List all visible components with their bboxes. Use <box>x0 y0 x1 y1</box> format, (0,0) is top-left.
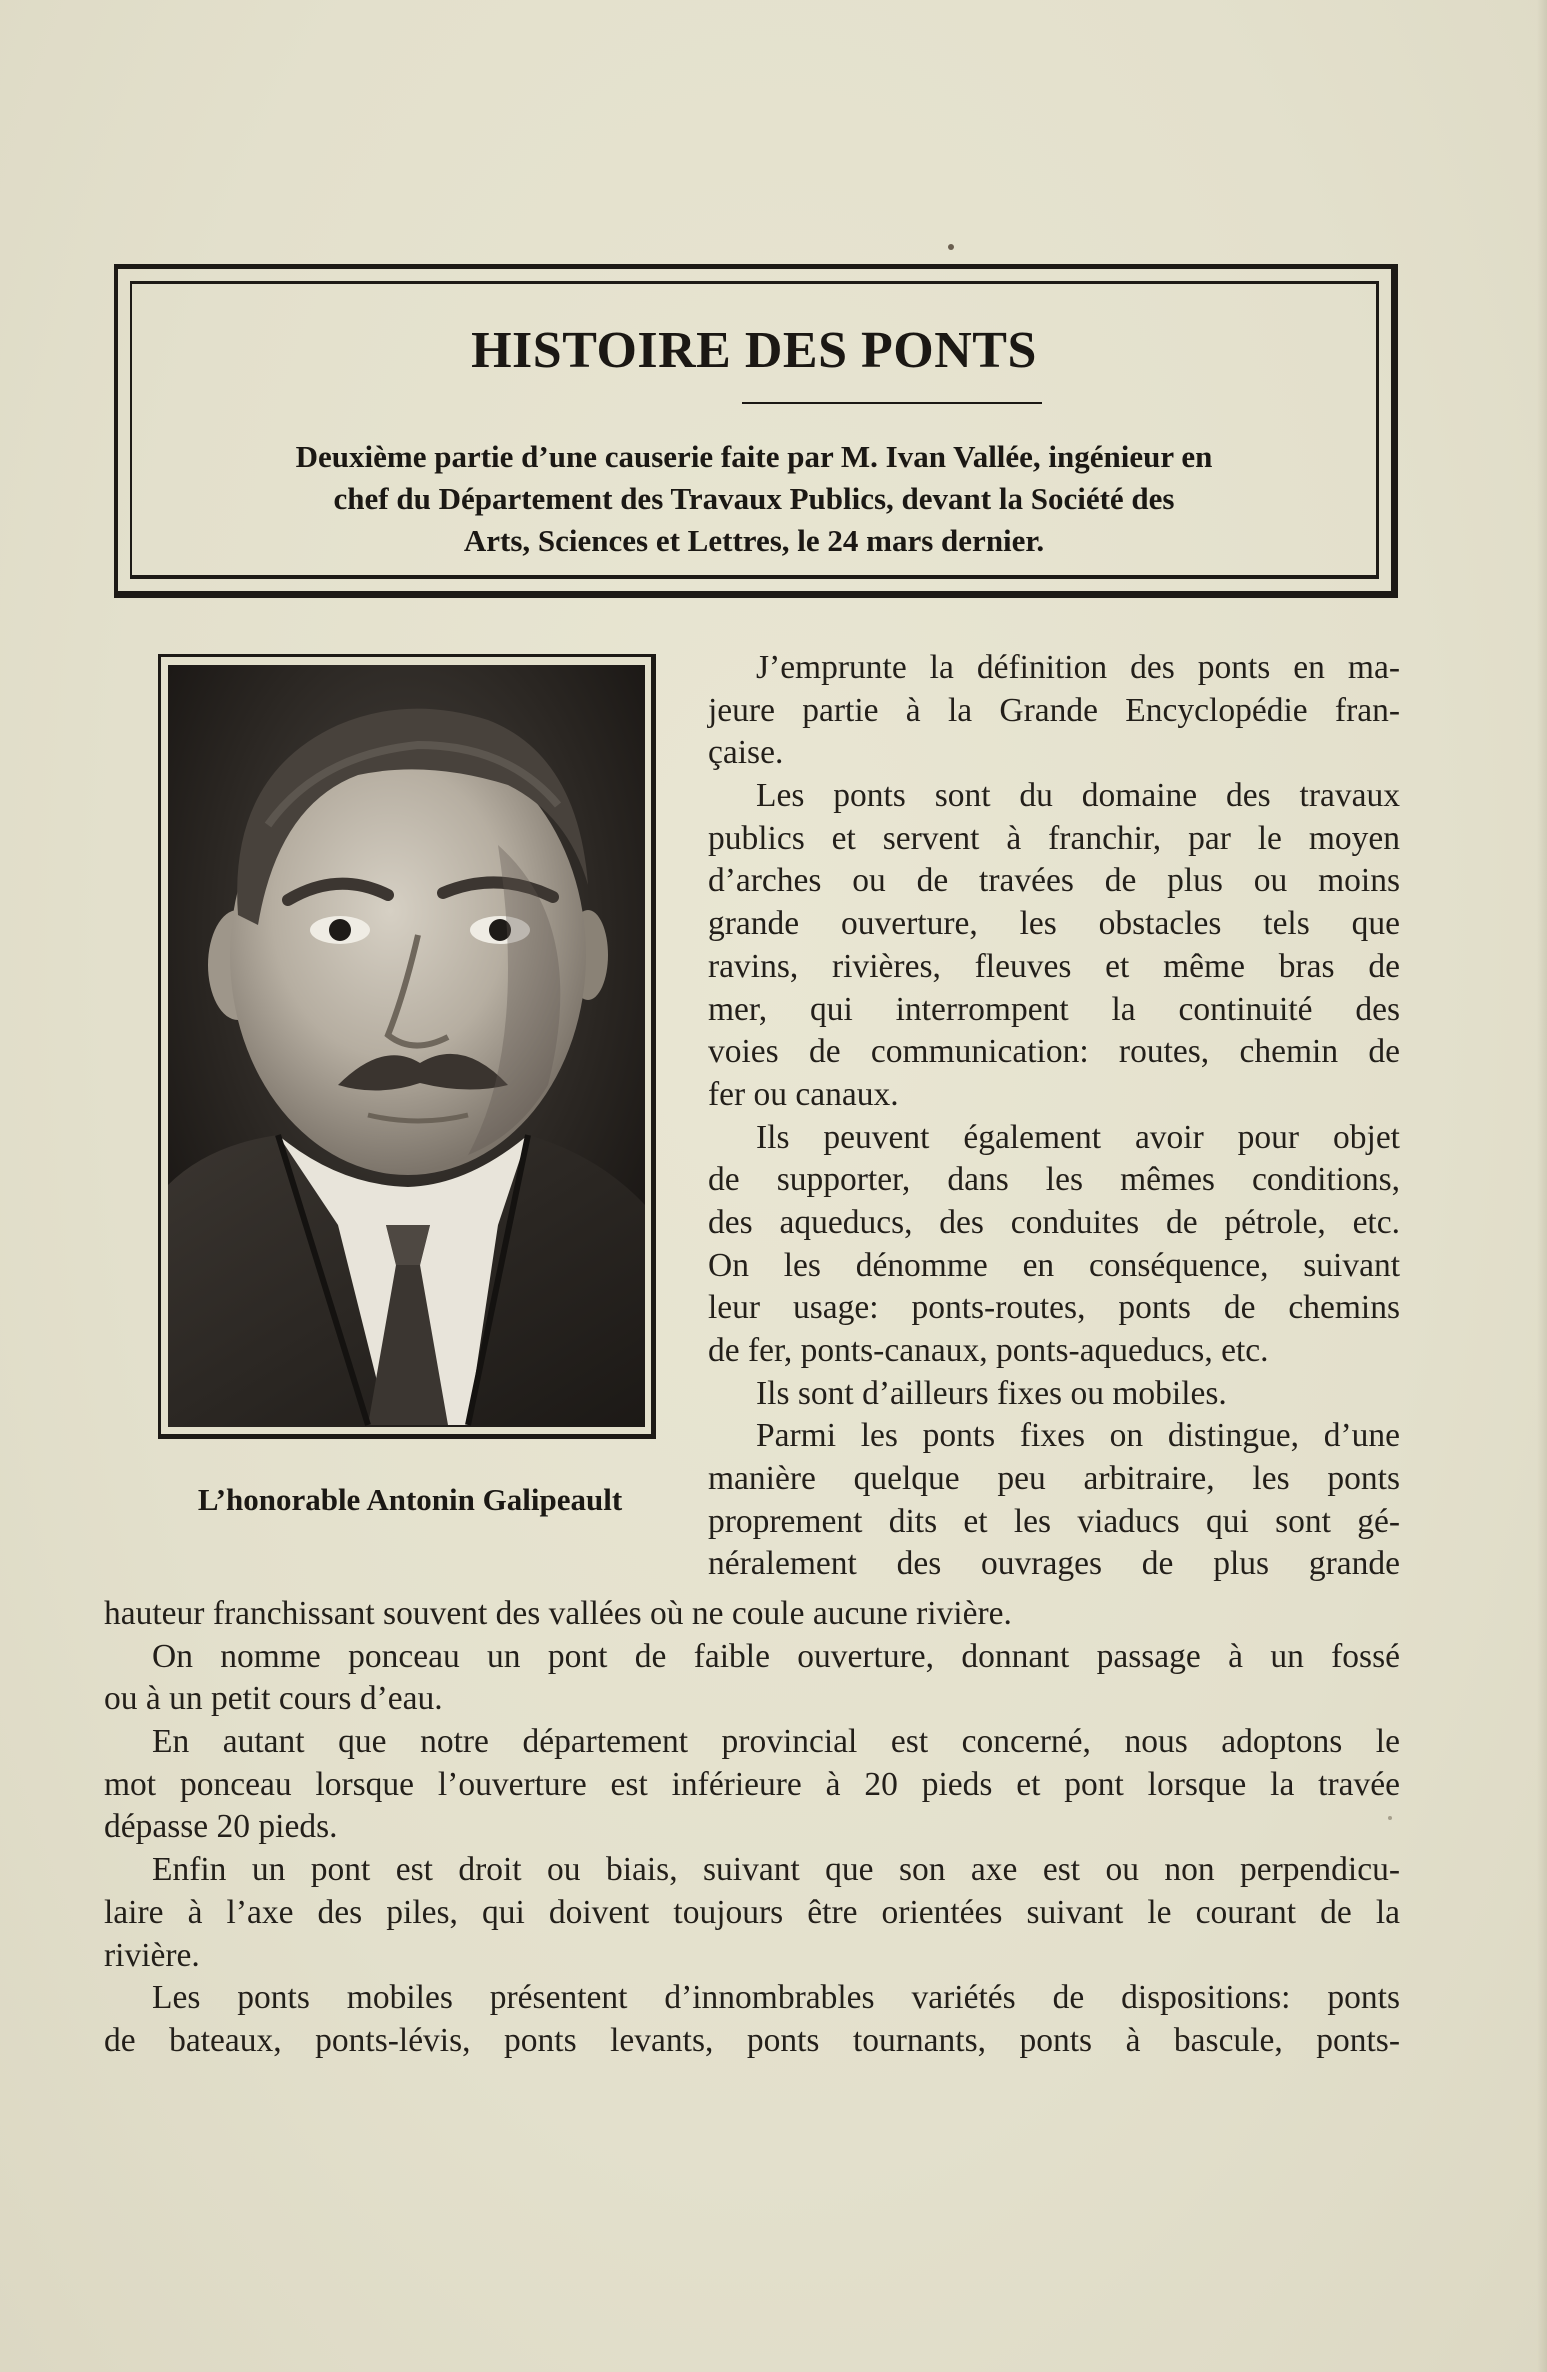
article-title: HISTOIRE DES PONTS <box>471 322 1037 379</box>
text-line: rivière. <box>104 1936 200 1974</box>
text-line: çaise. <box>708 734 784 772</box>
text-line: Les ponts sont du domaine des travaux <box>756 777 1400 815</box>
portrait-illustration <box>168 665 645 1427</box>
text-line: Parmi les ponts fixes on distingue, d’une <box>756 1417 1400 1455</box>
print-speck <box>1388 1816 1392 1820</box>
text-line: de supporter, dans les mêmes conditions, <box>708 1161 1400 1199</box>
right-column-text <box>708 647 1400 1586</box>
text-line: de bateaux, ponts-lévis, ponts levants, ponts tournants, ponts à bascule, ponts- <box>104 2021 1400 2059</box>
text-line: de fer, ponts-canaux, ponts-aqueducs, etc. <box>708 1332 1269 1369</box>
subtitle-line: chef du Département des Travaux Publics, devant la Société des <box>333 481 1175 516</box>
page-edge-shadow <box>1537 0 1547 2372</box>
subtitle-line: Arts, Sciences et Lettres, le 24 mars dernier. <box>463 523 1045 558</box>
text-line: Ils peuvent également avoir pour objet <box>756 1118 1400 1156</box>
title-rule <box>742 402 1042 404</box>
text-line: proprement dits et les viaducs qui sont gé- <box>708 1502 1400 1540</box>
text-line: d’arches ou de travées de plus ou moins <box>708 862 1400 900</box>
header-box <box>114 264 1398 598</box>
text-line: leur usage: ponts-routes, ponts de chemins <box>708 1289 1400 1327</box>
text-line: fer ou canaux. <box>708 1075 899 1113</box>
text-line: On les dénomme en conséquence, suivant <box>708 1246 1400 1284</box>
full-width-text <box>104 1593 1400 2063</box>
text-line: On nomme ponceau un pont de faible ouverture, donnant passage à un fossé <box>152 1637 1400 1675</box>
portrait-photo <box>168 665 645 1427</box>
text-line: voies de communication: routes, chemin de <box>708 1033 1400 1071</box>
text-line: mer, qui interrompent la continuité des <box>708 990 1400 1028</box>
header-inner-frame <box>130 281 1379 579</box>
text-line: mot ponceau lorsque l’ouverture est inférieure à 20 pieds et pont lorsque la travée <box>104 1765 1400 1803</box>
subtitle-line: Deuxième partie d’une causerie faite par M. Ivan Vallée, ingénieur en <box>295 439 1213 474</box>
text-line: Enfin un pont est droit ou biais, suivant que son axe est ou non perpendicu- <box>152 1851 1400 1889</box>
print-speck <box>948 244 954 250</box>
text-line: manière quelque peu arbitraire, les ponts <box>708 1460 1400 1498</box>
article-subtitle <box>152 436 1356 562</box>
text-line: laire à l’axe des piles, qui doivent toujours être orientées suivant le courant de la <box>104 1893 1400 1931</box>
portrait-frame <box>158 654 656 1439</box>
text-line: publics et servent à franchir, par le moyen <box>708 819 1400 857</box>
text-line: Les ponts mobiles présentent d’innombrables variétés de dispositions: ponts <box>152 1979 1400 2017</box>
text-line: grande ouverture, les obstacles tels que <box>708 905 1400 943</box>
text-line: ou à un petit cours d’eau. <box>104 1680 443 1718</box>
text-line: néralement des ouvrages de plus grande <box>708 1545 1400 1583</box>
text-line: J’emprunte la définition des ponts en ma- <box>756 649 1400 686</box>
text-line: ravins, rivières, fleuves et même bras de <box>708 947 1400 985</box>
photo-caption: L’honorable Antonin Galipeault <box>197 1482 623 1517</box>
text-line: dépasse 20 pieds. <box>104 1808 338 1846</box>
text-line: jeure partie à la Grande Encyclopédie fran- <box>708 691 1400 729</box>
text-line: Ils sont d’ailleurs fixes ou mobiles. <box>756 1374 1227 1412</box>
text-line: des aqueducs, des conduites de pétrole, etc. <box>708 1203 1400 1241</box>
text-line: hauteur franchissant souvent des vallées où ne coule aucune rivière. <box>104 1595 1012 1632</box>
text-line: En autant que notre département provincial est concerné, nous adoptons le <box>152 1723 1400 1761</box>
